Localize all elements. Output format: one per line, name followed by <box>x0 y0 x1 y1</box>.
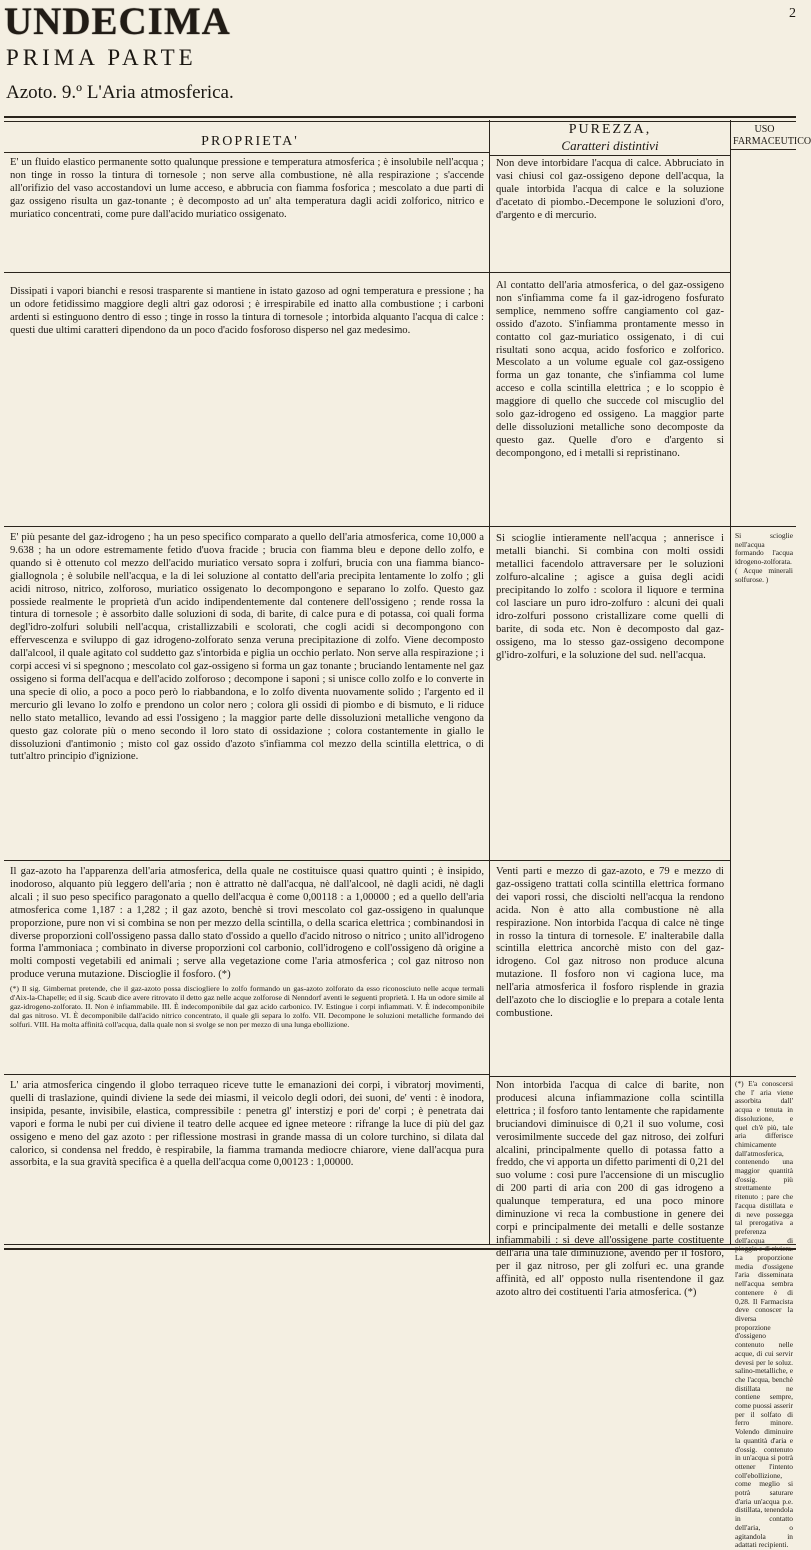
row-1-purity: Non deve intorbidare l'acqua di calce. Abbruciato in vasi chiusi col gaz-ossigeno depone dell'acqua, la quale intorbida l'acqua di calce e la soluzione d'acetato di piombo.-Decempone le soluzioni d'oro, d'argento e di mercurio. <box>496 158 724 221</box>
row-separator <box>489 860 730 861</box>
row-separator <box>4 860 489 861</box>
page-number: 2 <box>789 6 796 21</box>
row-3-use: Si scioglie nell'acqua formando l'acqua idrogeno-zolforata. ( Acque minerali solfurose. ) <box>735 531 793 584</box>
section-title: Azoto. 9.º L'Aria atmosferica. <box>6 82 234 103</box>
row-1-properties: E' un fluido elastico permanente sotto qualunque pressione e temperatura atmosferica ; è insolubile nell'acqua ; non tinge in rosso la tintura di tornesole ; non serve alla combustione, nè alla respirazione ; s'accende all'orifizio del vaso accostandovi un lume acceso, e abbrucia con fiamma fosforica ; mescolato a due parti di gaz ossigeno risulta un gaz-tonante ; è decomposto ad un' alta temperatura dagli acidi zolforico, nitrico e muriatico concentrati, come pure dall'acido muriatico ossigenato. <box>10 157 484 220</box>
row-4-properties-text: Il gaz-azoto ha l'apparenza dell'aria atmosferica, della quale ne costituisce quasi quattro quinti ; è insipido, inodoroso, alquanto più leggero dell'aria ; non è attratto nè dall'acqua, nè dall'alcool, nè dagli acidi, nè dagli alcali ; il suo peso specifico paragonato a quello dell'acqua è come 0,00118 : a 1,00000 ; ed a quello dell'aria atmosferica come 1,187 : a 1,282 ; il gaz azoto, benchè si trovi mescolato col gaz-ossigeno in qualunque proporzione, pure non vi si combina se non per mezzo della scintilla, o della scarica elettrica ; combinandosi in diverse proporzioni coll'ossigeno passa dallo stato d'ossido a quello d'acido nitroso o nitrico ; unito all'idrogeno forma l'ammoniaca ; combinato in diverse proporzioni col carbonio, coll'idrogeno e coll'ossigeno dà origine a molti composti vegetabili ed animali ; serve alla vegetazione come l'aria atmosferica ; col gaz nitroso non produce veruna mutazione. Discioglie il fosforo. (*) <box>10 866 484 981</box>
header-title: UNDECIMA <box>4 0 231 43</box>
row-separator <box>489 1076 730 1077</box>
row-2-properties: Dissipati i vapori bianchi e resosi trasparente si mantiene in istato gazoso ad ogni temperatura e pressione ; ha un odore fetidissimo maggiore degli altri gaz odorosi ; è irrespirabile ed inatto alla combustione ; i carboni ardenti si estinguono dentro di esso ; tinge in rosso la tintura di tornesole ; intorbida alquanto l'acqua di calce : questi due ultimi caratteri dipendono da un poco d'acido fosforoso disperso nel gaz medesimo. <box>10 286 484 336</box>
column-header-purity-subtitle: Caratteri distintivi <box>561 138 659 153</box>
row-3-properties: E' più pesante del gaz-idrogeno ; ha un peso specifico comparato a quello dell'aria atmosferica, come 10,000 a 9.638 ; ha un odore estremamente fetido d'uova fracide ; brucia con fiamma bleu e depone dello zolfo, e quando si è ottenuto col mezzo dell'acido muriatico versato sopra i zolfuri, brucia con una fiamma bianco-giallognola ; è solubile nell'acqua, e la di lei soluzione al contatto dell'aria precipita lentamente lo zolfo ; gli acidi nitroso, nitrico, zolforoso, muriatico ossigenato lo decompongono e separano lo zolfo. Questo gaz possiede realmente le proprietà d'un acido indipendentemente dal contenere dell'ossigeno ; rende rossa la tintura di tornesole ; è assorbito dalle soluzioni di soda, di barite, di calce pura e di potassa, coi quali forma degl'idro-zolfuri solubili nell'acqua, cristallizzabili e scolorati, che cogli acidi si decompongono con effervescenza e sviluppo di gaz idrogeno-zolforato senza veruna precipitazione di zolfo. Viene decomposto dall'alcool, il quale agitato col suddetto gaz s'intorbida e piglia un occhio perlato. Non serve alla respirazione ; i corpi accesi vi si spegnono ; mescolato col gaz-ossigeno si forma un gaz tonante ; bruciando lentamente nel gaz ossigeno si forma dell'acqua e dell'acido zolforoso ; decompone i saponi ; si unisce collo zolfo e lo converte in una specie di olio, a poco a poco però lo riabbandona, e lo zolfo diventa nuovamente solido ; l'argento ed il mercurio gli levano lo zolfo e prendono un color nero ; colora gli ossidi di piombo e di bismuto, e li riduce nello stato metallico, levando ad essi l'ossigeno ; la maggior parte delle dissoluzioni metalliche vengono da questo gaz colorate più o meno secondo il loro stato di ossidazione ; colora costantemente in giallo le dissoluzioni d'antimonio ; misto col gaz ossido d'azoto s'infiamma col mezzo della scintilla elettrica, o di tutt'altro principio d'ignizione. <box>10 532 484 763</box>
row-4-footnote: (*) Il sig. Gimbernat pretende, che il gaz-azoto possa disciogliere lo zolfo formando un gas-azoto zolforato da esso riconosciuto nelle acque termali d'Aix-la-Chapelle; ed il sig. Scaub dice avere ritrovato il detto gaz nelle acque zolforose di Nenndorf aventi le seguenti proprietà. I. Ha un odore simile al gaz-idrogeno-zolforato. II. Non è infiammabile. III. È indecomponibile dal gaz acido carbonico. IV. Estingue i corpi infiammati. V. È indecomponibile dal gas nitroso. VI. È decomponibile dall'acido nitrico concentrato, il quale gli separa lo zolfo. VII. Decompone le soluzioni metalliche formando dei solfuri. VIII. Ha molta affinità coll'acqua, dalla quale non si svolge se non per mezzo di una lunga ebollizione. <box>10 984 484 1030</box>
header-separator <box>4 152 489 153</box>
row-separator <box>4 1074 489 1075</box>
row-separator <box>4 526 489 527</box>
row-5-purity: Non intorbida l'acqua di calce di barite, non producesi alcuna infiammazione colla scintilla elettrica ; il fosforo tanto lentamente che rapidamente bruciandovi diminuisce di 0,21 il suo volume, così verosimilmente succede del gaz nitroso, dei zolfuri alcalini, principalmente quello di potassa fatto a freddo, che vi apporta un difetto parimenti di 0,21 del suo volume : così pure l'accensione di un miscuglio di 200 parti di aria con 200 di gas idrogeno a qualunque temperatura, ed una poco minore diminuzione vi reca la combustione in genere dei corpi e principalmente dei metalli e delle sostanze infiammabili : si deve all'ossigene parte costituente dell'aria una tale diminuzione, avendo per il fosforo, per il gaz nitroso, per gli zolfuri ec. una grande affinità, ed all' opposto nulla risentendone il gaz azoto altro dei costituenti l'aria atmosferica. (*) <box>496 1080 724 1298</box>
row-4-purity: Venti parti e mezzo di gaz-azoto, e 79 e mezzo di gaz-ossigeno trattati colla scintilla elettrica formano dei vapori rossi, che disciolti nell'acqua la rendono acida. Non è atto alla combustione nè alla respirazione. Non intorbida l'acqua di calce nè tinge in rosso la tintura di tornesole. E' inalterabile dalla scintilla elettrica ancorchè misto con del gaz-idrogeno. Col gaz nitroso non produce alcuna mutazione. Il fosforo non vi cagiona luce, ma nell'aria atmosferica il fosforo risplende in grazia dell'azoto che lo discioglie e lo prepara a cotale lenta combustione. <box>496 866 724 1019</box>
row-3-purity: Si scioglie intieramente nell'acqua ; annerisce i metalli bianchi. Si combina con molti ossidi metallici facendolo attraversare per le soluzioni zolfuro-alcaline ; agisce a guisa degli acidi precipitando lo zolfo : scolora il liquore e termina col lasciare un puro idro-zolfuro : alcuni dei quali idro-zolfuri possono cristallizare come quelli di barite, di soda etc. Non è decomposto dal gaz-ossigeno, ma lo stesso gaz-ossigeno decompone gl'idro-zolfuri, e la soluzione del sud. nell'acqua. <box>496 532 724 661</box>
row-5-properties: L' aria atmosferica cingendo il globo terraqueo riceve tutte le emanazioni dei corpi, i vibratorj movimenti, quelli di traslazione, quindi diviene la sede dei miasmi, il veicolo degli odori, dei suoni, de' venti : è inodora, insipida, pesante, invisibile, elastica, compressibile : penetra gl' interstizj e pori de' corpi ; è penetrata dai vapori e forma le nubi per cui diviene il teatro delle acquee ed ignee meteore : rifrange la luce di più del gaz ossigeno e meno del gaz azoto : per riflessione mostrasi in grande massa di un colore turchino, si dilata dal calorico, si condensa nel freddo, è respirabile, la fiamma tramanda mediocre chiarore, viene dall'acqua pura assorbita, e la sua gravità specifica è a quella dell'acqua come 0,00123 : 1,00000. <box>10 1080 484 1169</box>
row-separator <box>489 526 730 527</box>
row-separator <box>730 1076 796 1077</box>
header-separator <box>489 155 730 156</box>
row-separator <box>730 526 796 527</box>
column-header-purity <box>492 122 728 154</box>
column-header-use: USO FARMACEUTICO <box>733 124 811 147</box>
column-header-properties: PROPRIETA' <box>201 134 299 149</box>
bottom-rule <box>4 1244 796 1250</box>
row-2-purity: Al contatto dell'aria atmosferica, o del gaz-ossigeno non s'infiamma come fa il gaz-idrogeno fosfurato semplice, nemmeno soffre cangiamento col gaz-ossido d'azoto. S'infiamma prontamente messo in contatto col gaz-muriatico ossigenato, i di cui risultati sono acqua, acido fosforico e zolforico. Mescolato a un volume eguale col gaz-ossigeno forma un gaz tonante, che s'infiamma col lume acceso e colla scintilla elettrica ; e lo scoppio è maggiore di quello che succede col miscuglio del solo gaz-idrogeno ed ossigeno. La maggior parte delle dissoluzioni metalliche sono decomposte da questo gaz. Quelle d'oro e d'argento si decompongono, ed i metalli si repristinano. <box>496 280 724 459</box>
row-separator <box>4 272 489 273</box>
header-subtitle: PRIMA PARTE <box>6 45 197 70</box>
row-4-properties <box>10 866 484 1066</box>
row-separator <box>489 272 730 273</box>
header-separator <box>730 149 796 150</box>
column-header-purity-title: PUREZZA, <box>568 122 652 137</box>
row-5-use: (*) E'a conoscersi che l' aria viene assorbita dall' acqua e tenuta in dissoluzione, e quel ch'è più, tale aria differisce chimicamente dall'atmosferica, contenendo una maggior quantità d'ossig. più strettamente ritenuto ; pare che l'acqua distillata e di neve possegga tal prerogativa a preferenza dell'acqua di pioggia e di riviera. La proporzione media d'ossigene l'aria disseminata nell'acqua sembra contenere è di 0,28. Il Farmacista deve conoscer la diversa proporzione d'ossigeno contenuto nelle acque, di cui servir devesi per le soluz. salino-metalliche, e che l'acqua, benchè distillata ne contiene sempre, come puossi asserir per il solfato di ferro minore. Volendo diminuire la quantità d'aria e d'ossig. contenuto in un'acqua si potrà ottener l'intento coll'ebollizione, come meglio si potrà saturare d'aria un'acqua p.e. distillata, tenendola in contatto dell'aria, o agitandola in adattati recipienti. <box>735 1079 793 1550</box>
